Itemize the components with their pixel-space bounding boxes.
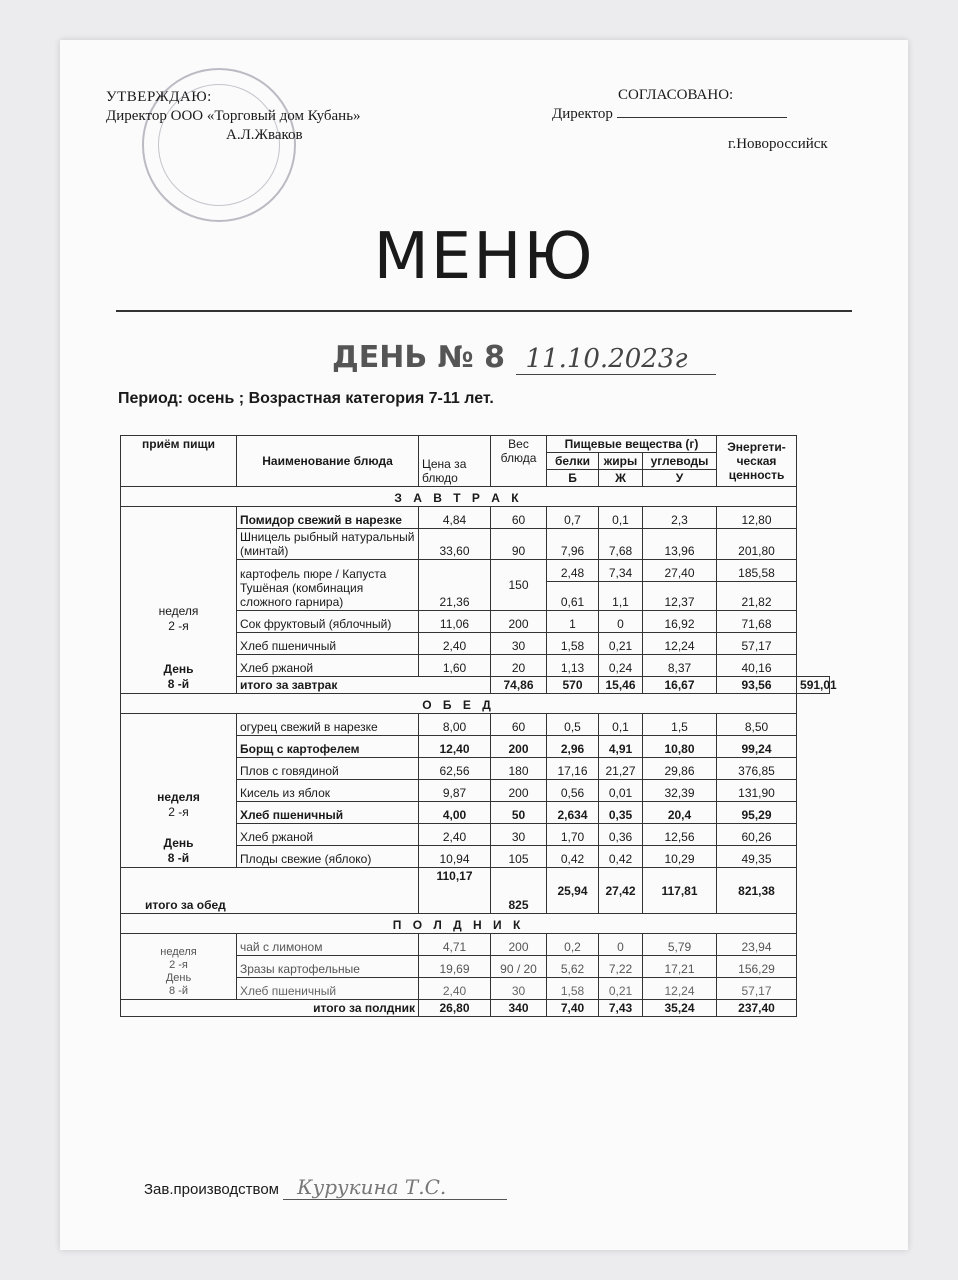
carbs: 1,5: [643, 714, 717, 736]
header-nutrients: Пищевые вещества (г): [547, 436, 717, 453]
title-divider: [116, 310, 852, 312]
price: 4,71: [419, 934, 491, 956]
fat: 0,21: [599, 978, 643, 1000]
header-carbs: углеводы: [643, 453, 717, 470]
energy: 95,29: [717, 802, 797, 824]
weight: 60: [491, 507, 547, 529]
fat: 0,21: [599, 633, 643, 655]
dish-name: Помидор свежий в нарезке: [237, 507, 419, 529]
meal-day-num: 8 -й: [167, 851, 190, 865]
meal-week: неделя: [157, 790, 200, 804]
header-zh: Ж: [599, 470, 643, 487]
price: 10,94: [419, 846, 491, 868]
dish-name: Борщ с картофелем: [237, 736, 419, 758]
protein: 0,56: [547, 780, 599, 802]
carbs: 12,24: [643, 978, 717, 1000]
price: 12,40: [419, 736, 491, 758]
total-carbs: 117,81: [643, 868, 717, 914]
protein: 17,16: [547, 758, 599, 780]
weight: 20: [491, 655, 547, 677]
section-row: [121, 694, 830, 714]
protein: 0,42: [547, 846, 599, 868]
energy: 57,17: [717, 978, 797, 1000]
carbs: 12,24: [643, 633, 717, 655]
energy: 201,80: [717, 529, 797, 560]
fat: 7,68: [599, 529, 643, 560]
menu-sheet: [60, 40, 908, 1250]
fat: 21,27: [599, 758, 643, 780]
header-energy: Энергети-ческая ценность: [717, 436, 797, 487]
price: 33,60: [419, 529, 491, 560]
energy: 185,58: [717, 560, 797, 582]
weight: 90: [491, 529, 547, 560]
protein: 1,13: [547, 655, 599, 677]
fat: 0,1: [599, 507, 643, 529]
carbs: 5,79: [643, 934, 717, 956]
agreed-heading: СОГЛАСОВАНО:: [618, 87, 734, 103]
carbs: 29,86: [643, 758, 717, 780]
header-fat: жиры: [599, 453, 643, 470]
meal-cell: [121, 507, 237, 694]
protein: 1: [547, 611, 599, 633]
energy: 21,82: [717, 582, 797, 611]
weight: 200: [491, 934, 547, 956]
dish-name: огурец свежий в нарезке: [237, 714, 419, 736]
carbs: 2,3: [643, 507, 717, 529]
weight: 180: [491, 758, 547, 780]
section-snack: П О Л Д Н И К: [121, 914, 797, 934]
header-meal: приём пищи: [121, 436, 237, 487]
header-weight: Вес блюда: [491, 436, 547, 487]
total-fat: 7,43: [599, 1000, 643, 1017]
weight: 60: [491, 714, 547, 736]
day-date: 11.10.2023г: [516, 344, 716, 375]
agreed-director: Директор: [552, 106, 613, 122]
protein: 1,70: [547, 824, 599, 846]
protein: 1,58: [547, 978, 599, 1000]
meal-cell: [121, 714, 237, 868]
energy: 99,24: [717, 736, 797, 758]
weight: 150: [491, 560, 547, 611]
total-weight: 570: [547, 677, 599, 694]
signature-name: Курукина Т.С.: [283, 1175, 507, 1200]
fat: 7,34: [599, 560, 643, 582]
total-fat: 16,67: [643, 677, 717, 694]
total-label: итого за полдник: [121, 1000, 419, 1017]
fat: 4,91: [599, 736, 643, 758]
signature-line: [617, 117, 787, 118]
fat: 0,42: [599, 846, 643, 868]
meal-day: День: [163, 836, 194, 850]
dish-name: Зразы картофельные: [237, 956, 419, 978]
dish-name: Хлеб ржаной: [237, 655, 419, 677]
energy: 131,90: [717, 780, 797, 802]
price: 4,00: [419, 802, 491, 824]
price: 8,00: [419, 714, 491, 736]
protein: 0,61: [547, 582, 599, 611]
meal-week-num: 2 -я: [168, 619, 189, 633]
carbs: 27,40: [643, 560, 717, 582]
fat: 0: [599, 934, 643, 956]
energy: 40,16: [717, 655, 797, 677]
price: 2,40: [419, 978, 491, 1000]
meal-day: День: [163, 662, 194, 676]
price: 19,69: [419, 956, 491, 978]
table-row: [121, 934, 830, 956]
signature-block: [144, 1175, 507, 1200]
carbs: 13,96: [643, 529, 717, 560]
total-row: [121, 868, 830, 914]
fat: 0,1: [599, 714, 643, 736]
header-u: У: [643, 470, 717, 487]
approval-block: [106, 88, 361, 145]
weight: 200: [491, 611, 547, 633]
price: 4,84: [419, 507, 491, 529]
weight: 50: [491, 802, 547, 824]
fat: 0: [599, 611, 643, 633]
total-label: итого за обед: [121, 868, 419, 914]
total-row: [121, 1000, 830, 1017]
meal-cell: [121, 934, 237, 1000]
dish-name: Плоды свежие (яблоко): [237, 846, 419, 868]
total-energy: 591,01: [797, 677, 830, 694]
carbs: 12,56: [643, 824, 717, 846]
section-row: [121, 914, 830, 934]
agreed-block: [552, 86, 852, 154]
table-header-row: [121, 436, 830, 453]
total-protein: 15,46: [599, 677, 643, 694]
header-price: Цена за блюдо: [419, 436, 491, 487]
total-protein: 25,94: [547, 868, 599, 914]
meal-week: неделя: [160, 946, 197, 958]
price: 62,56: [419, 758, 491, 780]
approve-heading: УТВЕРЖДАЮ:: [106, 89, 212, 105]
table-row: [121, 714, 830, 736]
header-protein: белки: [547, 453, 599, 470]
energy: 12,80: [717, 507, 797, 529]
meal-day-num: 8 -й: [167, 677, 190, 691]
energy: 49,35: [717, 846, 797, 868]
price: 1,60: [419, 655, 491, 677]
energy: 8,50: [717, 714, 797, 736]
dish-name: чай с лимоном: [237, 934, 419, 956]
section-row: [121, 487, 830, 507]
dish-name: Хлеб пшеничный: [237, 633, 419, 655]
fat: 7,22: [599, 956, 643, 978]
weight: 200: [491, 780, 547, 802]
protein: 0,2: [547, 934, 599, 956]
dish-name: Сок фруктовый (яблочный): [237, 611, 419, 633]
carbs: 17,21: [643, 956, 717, 978]
weight: 200: [491, 736, 547, 758]
total-weight: 825: [491, 868, 547, 914]
dish-name: Шницель рыбный натуральный (минтай): [237, 529, 419, 560]
protein: 5,62: [547, 956, 599, 978]
energy: 60,26: [717, 824, 797, 846]
carbs: 32,39: [643, 780, 717, 802]
total-label: итого за завтрак: [237, 677, 491, 694]
total-protein: 7,40: [547, 1000, 599, 1017]
fat: 0,36: [599, 824, 643, 846]
price: 11,06: [419, 611, 491, 633]
weight: 30: [491, 978, 547, 1000]
meal-day: День: [165, 972, 192, 984]
section-breakfast: З А В Т Р А К: [121, 487, 797, 507]
fat: 0,24: [599, 655, 643, 677]
weight: 105: [491, 846, 547, 868]
dish-name: Кисель из яблок: [237, 780, 419, 802]
header-dish: Наименование блюда: [237, 436, 419, 487]
carbs: 12,37: [643, 582, 717, 611]
total-energy: 237,40: [717, 1000, 797, 1017]
carbs: 10,29: [643, 846, 717, 868]
meal-day-num: 8 -й: [169, 985, 188, 997]
protein: 7,96: [547, 529, 599, 560]
protein: 2,96: [547, 736, 599, 758]
total-price: 26,80: [419, 1000, 491, 1017]
weight: 30: [491, 633, 547, 655]
price: 2,40: [419, 633, 491, 655]
protein: 2,48: [547, 560, 599, 582]
carbs: 16,92: [643, 611, 717, 633]
carbs: 20,4: [643, 802, 717, 824]
protein: 0,5: [547, 714, 599, 736]
protein: 1,58: [547, 633, 599, 655]
total-price: 74,86: [491, 677, 547, 694]
section-lunch: О Б Е Д: [121, 694, 797, 714]
price: 2,40: [419, 824, 491, 846]
energy: 57,17: [717, 633, 797, 655]
day-label: ДЕНЬ № 8: [332, 340, 506, 375]
meal-week: неделя: [158, 604, 199, 618]
menu-table: [120, 435, 837, 1017]
energy: 23,94: [717, 934, 797, 956]
energy: 71,68: [717, 611, 797, 633]
dish-name: Плов с говядиной: [237, 758, 419, 780]
total-carbs: 35,24: [643, 1000, 717, 1017]
protein: 2,634: [547, 802, 599, 824]
carbs: 10,80: [643, 736, 717, 758]
header-b: Б: [547, 470, 599, 487]
price: 9,87: [419, 780, 491, 802]
approve-name: А.Л.Жваков: [226, 127, 303, 143]
total-fat: 27,42: [599, 868, 643, 914]
weight: 90 / 20: [491, 956, 547, 978]
day-heading: [332, 340, 716, 375]
table-row: [121, 507, 830, 529]
energy: 376,85: [717, 758, 797, 780]
period-line: Период: осень ; Возрастная категория 7-11 лет.: [118, 390, 494, 407]
meal-week-num: 2 -я: [168, 805, 189, 819]
total-energy: 821,38: [717, 868, 797, 914]
meal-week-num: 2 -я: [169, 959, 188, 971]
agreed-city: г.Новороссийск: [728, 136, 828, 152]
total-price: 110,17: [419, 868, 491, 914]
page-title: МЕНЮ: [373, 220, 595, 294]
energy: 156,29: [717, 956, 797, 978]
fat: 0,35: [599, 802, 643, 824]
protein: 0,7: [547, 507, 599, 529]
price: 21,36: [419, 560, 491, 611]
dish-name: Хлеб пшеничный: [237, 802, 419, 824]
fat: 0,01: [599, 780, 643, 802]
dish-name: Хлеб пшеничный: [237, 978, 419, 1000]
dish-name: Хлеб ржаной: [237, 824, 419, 846]
dish-name: картофель пюре / Капуста Тушёная (комбинация сложного гарнира): [237, 560, 419, 611]
weight: 30: [491, 824, 547, 846]
total-carbs: 93,56: [717, 677, 797, 694]
total-weight: 340: [491, 1000, 547, 1017]
carbs: 8,37: [643, 655, 717, 677]
fat: 1,1: [599, 582, 643, 611]
approve-director: Директор ООО «Торговый дом Кубань»: [106, 108, 361, 124]
signature-label: Зав.производством: [144, 1181, 279, 1198]
